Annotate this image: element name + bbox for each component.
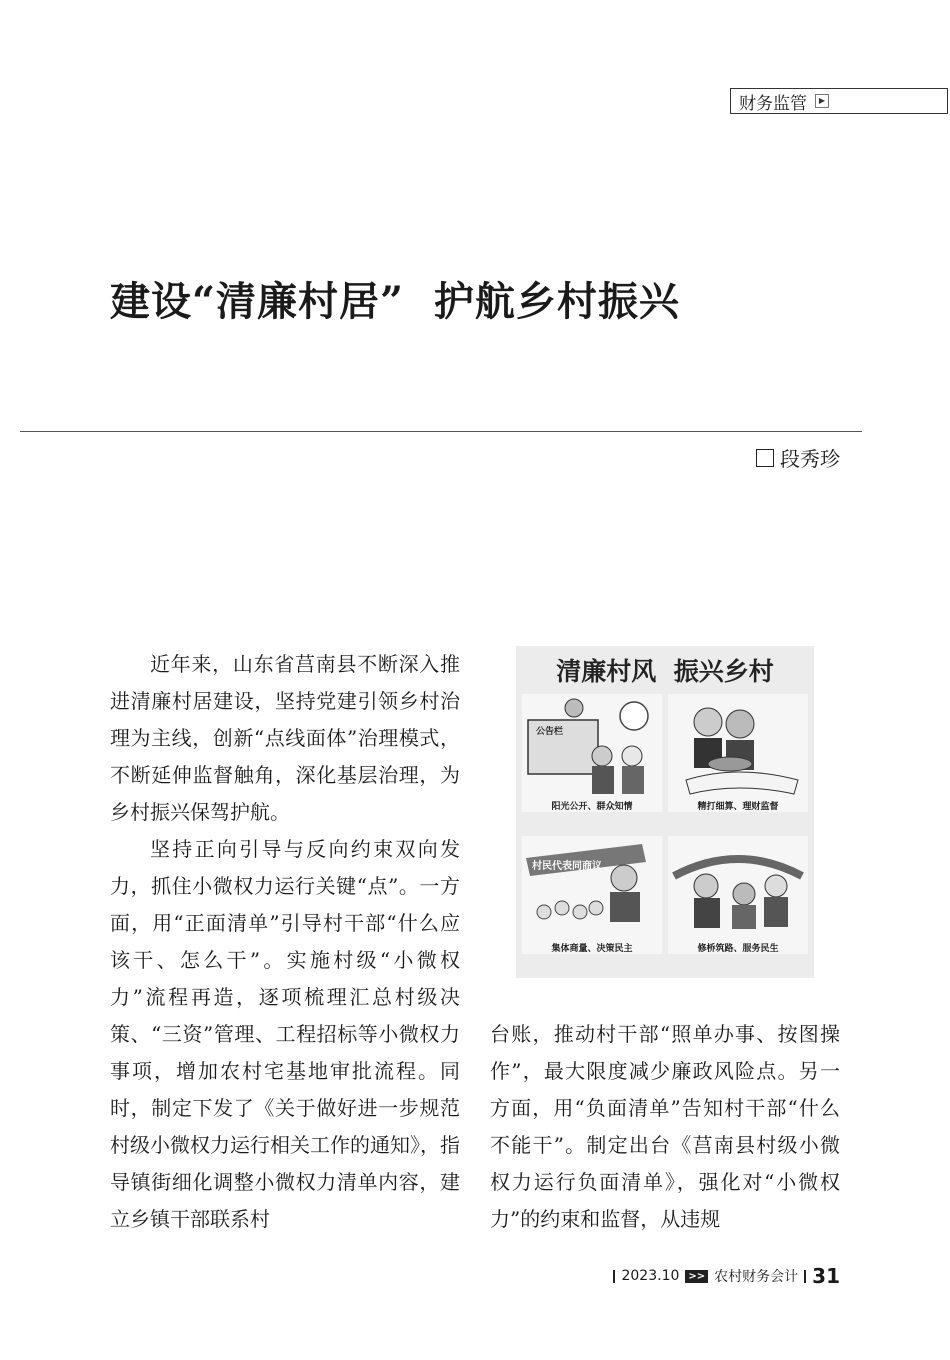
- page-number: 31: [812, 1264, 840, 1288]
- village-meeting-scene-icon: [522, 836, 662, 940]
- square-icon: [756, 449, 774, 467]
- illustration: [516, 646, 814, 978]
- notice-board-scene-icon: [522, 694, 662, 798]
- finance-review-scene-icon: [668, 694, 808, 798]
- article-title: 建设“清廉村居” 护航乡村振兴: [110, 278, 680, 325]
- paragraph: 近年来，山东省莒南县不断深入推进清廉村居建设，坚持党建引领乡村治理为主线，创新“点线面体”治理模式，不断延伸监督触角，深化基层治理，为乡村振兴保驾护航。: [110, 652, 460, 824]
- double-chevron-icon: >>: [685, 1270, 708, 1283]
- paragraph: 台账，推动村干部“照单办事、按图操作”，最大限度减少廉政风险点。另一方面，用“负面清单”告知村干部“什么不能干”。制定出台《莒南县村级小微权力运行负面清单》，强化对“小微权力”的约束和监督，从违规: [490, 1022, 840, 1231]
- section-label: 财务监管: [739, 93, 807, 114]
- separator-bar: [804, 1270, 806, 1283]
- panel-caption: 修桥筑路、服务民生: [697, 944, 779, 954]
- author-byline: [756, 443, 840, 472]
- section-tag: [730, 88, 948, 114]
- panel-caption: 阳光公开、群众知情: [551, 802, 633, 812]
- panel-caption: 集体商量、决策民主: [551, 944, 633, 954]
- illustration-title: 清廉村风 振兴乡村: [556, 657, 774, 686]
- page-footer: [613, 1264, 840, 1288]
- author-name: 段秀珍: [780, 447, 840, 471]
- issue-number: 2023.10: [621, 1268, 680, 1284]
- notice-board-sign: 公告栏: [536, 727, 564, 737]
- body-column-right: [490, 1016, 840, 1238]
- bridge-building-scene-icon: [668, 836, 808, 940]
- paragraph: 坚持正向引导与反向约束双向发力，抓住小微权力运行关键“点”。一方面，用“正面清单”引导村干部“什么应该干、怎么干”。实施村级“小微权力”流程再造，逐项梳理汇总村级决策、“三资”管理、工程招标等小微权力事项，增加农村宅基地审批流程。同时，制定下发了《关于做好进一步规范村级小微权力运行相关工作的通知》，指导镇街细化调整小微权力清单内容，建立乡镇干部联系村: [110, 837, 460, 1231]
- meeting-banner: 村民代表同商议: [532, 861, 602, 872]
- illustration-panel: [522, 694, 662, 812]
- panel-caption: 精打细算、理财监督: [697, 802, 779, 812]
- separator-bar: [613, 1270, 615, 1283]
- illustration-panel: [668, 836, 808, 954]
- body-column-left: [110, 646, 460, 1238]
- title-divider: [20, 431, 862, 432]
- illustration-panel: [668, 694, 808, 812]
- play-arrow-icon: ▶: [815, 94, 829, 108]
- illustration-panel: [522, 836, 662, 954]
- journal-name: 农村财务会计: [714, 1269, 799, 1285]
